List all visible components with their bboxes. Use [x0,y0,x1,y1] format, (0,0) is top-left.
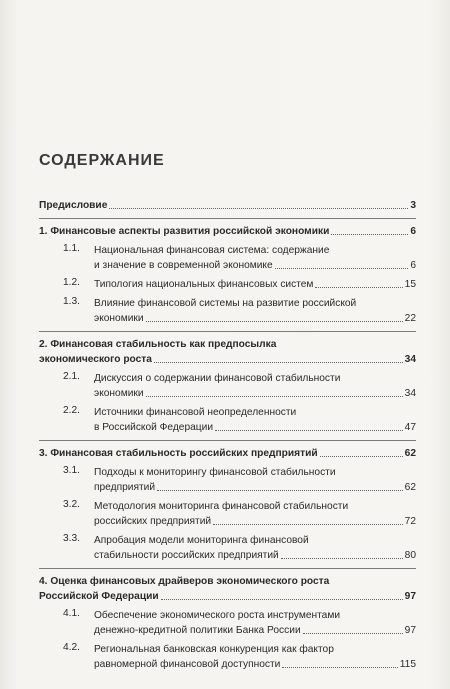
entry-title-text: Предисловие [39,200,108,211]
dot-leader [282,667,397,668]
dot-leader [320,456,403,457]
dot-leader [215,430,403,431]
page-number: 22 [404,313,416,324]
entry-last-line [94,548,416,563]
toc-chapter-entry[interactable] [39,335,416,369]
toc-section-entry[interactable] [39,463,416,497]
page-number: 6 [410,260,416,271]
toc-section-entry[interactable] [39,294,416,328]
dot-leader [157,490,403,491]
page-number: 6 [410,226,416,237]
entry-title-text: экономики [94,313,144,324]
entry-last-line [94,258,416,273]
entry-title-text: 1. Финансовые аспекты развития российской экономики [39,226,330,237]
page-number: 62 [404,482,416,493]
entry-title-line: 4. Оценка финансовых драйверов экономического роста [39,576,330,587]
entry-title-line: Обеспечение экономического роста инструментами [94,610,341,621]
entry-title-line: Региональная банковская конкуренция как фактор [94,644,334,655]
page-number: 34 [404,388,416,399]
page-number: 72 [404,516,416,527]
page-number: 97 [404,625,416,636]
section-number: 1.2. [63,277,80,288]
page-number: 62 [404,448,416,459]
page-number: 3 [410,200,416,211]
dot-leader [109,208,408,209]
toc-section-entry[interactable] [39,241,416,275]
dot-leader [161,599,403,600]
section-number: 2.2. [63,405,80,416]
dot-leader [331,234,408,235]
toc-chapter-entry[interactable] [39,572,416,606]
section-number: 1.1. [63,243,80,254]
entry-title-text: и значение в современной экономике [94,260,273,271]
section-number: 4.1. [63,608,80,619]
page-number: 80 [404,550,416,561]
entry-title-text: равномерной финансовой доступности [94,659,281,670]
entry-title-line: Методология мониторинга финансовой стабильности [94,501,349,512]
entry-last-line [94,514,416,529]
table-of-contents [39,196,416,674]
entry-last-line [94,480,416,495]
entry-last-line [94,657,416,672]
entry-last-line [94,420,416,435]
entry-title-text: в Российской Федерации [94,422,214,433]
toc-section-entry[interactable] [39,369,416,403]
section-number: 1.3. [63,296,80,307]
entry-title-line: Подходы к мониторингу финансовой стабильности [94,467,336,478]
entry-title-line: Дискуссия о содержании финансовой стабильности [94,373,341,384]
entry-title-text: Типология национальных финансовых систем [94,279,314,290]
chapter-divider [39,440,416,441]
entry-last-line [94,386,416,401]
section-number: 3.2. [63,499,80,510]
entry-title-line: 2. Финансовая стабильность как предпосылка [39,339,277,350]
entry-title-line: Влияние финансовой системы на развитие российской [94,298,357,309]
toc-section-entry[interactable] [39,403,416,437]
dot-leader [275,268,409,269]
entry-title-line: Источники финансовой неопределенности [94,407,297,418]
toc-section-entry[interactable] [39,275,416,294]
dot-leader [213,524,403,525]
toc-section-entry[interactable] [39,531,416,565]
page-number: 15 [404,279,416,290]
dot-leader [146,396,403,397]
entry-last-line [39,589,416,604]
entry-last-line [39,224,416,239]
page-number: 97 [404,591,416,602]
section-number: 3.3. [63,533,80,544]
dot-leader [281,558,403,559]
page-number: 47 [404,422,416,433]
toc-section-entry[interactable] [39,640,416,674]
entry-title-text: 3. Финансовая стабильность российских предприятий [39,448,318,459]
dot-leader [315,287,402,288]
entry-title-text: экономического роста [39,354,152,365]
chapter-divider [39,331,416,332]
section-number: 3.1. [63,465,80,476]
dot-leader [154,362,403,363]
section-number: 2.1. [63,371,80,382]
entry-title-line: Апробация модели мониторинга финансовой [94,535,309,546]
section-number: 4.2. [63,642,80,653]
toc-section-entry[interactable] [39,606,416,640]
entry-last-line [94,311,416,326]
page-number: 34 [404,354,416,365]
entry-last-line [39,446,416,461]
entry-last-line [39,352,416,367]
page-title: СОДЕРЖАНИЕ [39,152,165,169]
toc-chapter-entry[interactable] [39,222,416,241]
chapter-divider [39,568,416,569]
toc-section-entry[interactable] [39,497,416,531]
entry-title-text: денежно-кредитной политики Банка России [94,625,301,636]
chapter-divider [39,218,416,219]
toc-chapter-entry[interactable] [39,196,416,215]
entry-title-text: предприятий [94,482,156,493]
entry-last-line [39,198,416,213]
entry-last-line [94,623,416,638]
entry-last-line [94,277,416,292]
entry-title-text: Российской Федерации [39,591,159,602]
entry-title-line: Национальная финансовая система: содержание [94,245,330,256]
entry-title-text: российских предприятий [94,516,212,527]
dot-leader [303,633,403,634]
dot-leader [146,321,403,322]
entry-title-text: стабильности российских предприятий [94,550,279,561]
entry-title-text: экономики [94,388,144,399]
toc-chapter-entry[interactable] [39,444,416,463]
page-number: 115 [399,659,416,670]
